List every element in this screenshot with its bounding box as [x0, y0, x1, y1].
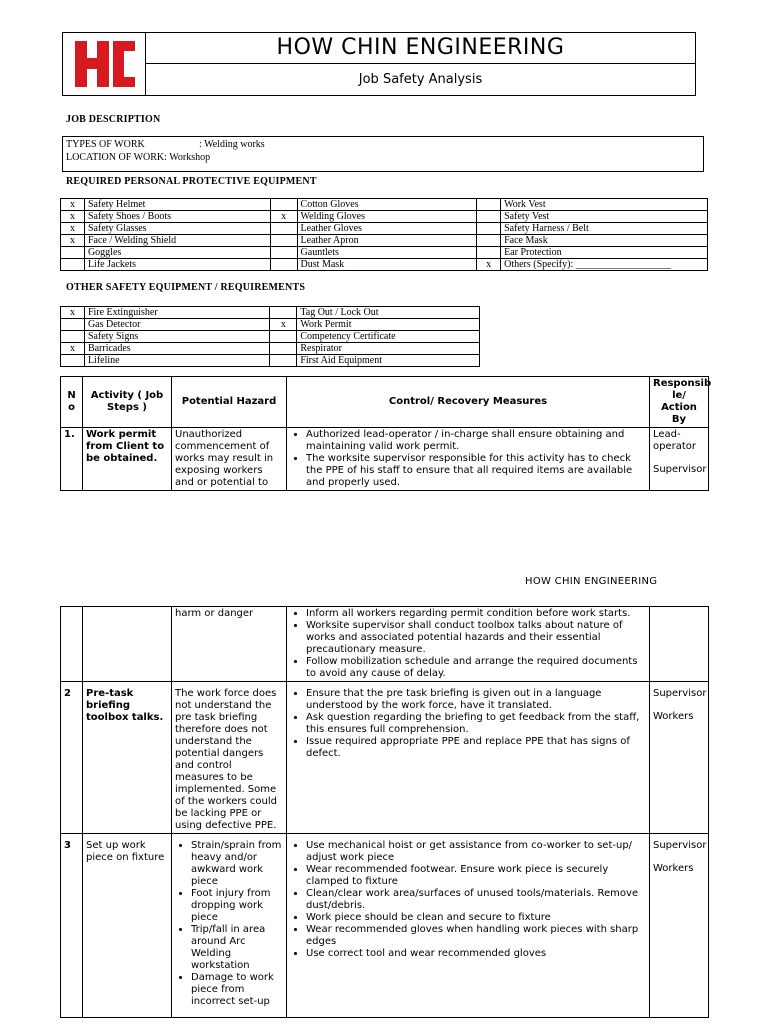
document-header [62, 32, 696, 96]
checklist-mark [477, 235, 501, 247]
responsible-item: Supervisor [653, 464, 707, 475]
step1-control-item: • The worksite supervisor responsible for this activity has to check the PPE of his staff to ensure that all required items are available and properly used. [306, 453, 646, 489]
responsible-item: Supervisor [653, 840, 707, 851]
checklist-mark [61, 355, 85, 367]
step1-responsible [650, 428, 709, 491]
jsa-table-page2 [60, 606, 709, 1018]
checklist-mark [270, 199, 297, 211]
step3-hazard-item: • Strain/sprain from heavy and/or awkward work piece [191, 840, 283, 888]
document-title: Job Safety Analysis [358, 72, 483, 87]
checklist-mark [477, 199, 501, 211]
checklist-mark: x [61, 211, 85, 223]
step3-control-item: • Clean/clear work area/surfaces of unused tools/materials. Remove dust/debris. [306, 888, 646, 912]
step2-controls [287, 682, 650, 834]
step1-cont-control-item: • Follow mobilization schedule and arrange the required documents to avoid any cause of delay. [306, 656, 646, 680]
step3-hazards [172, 834, 287, 1018]
jsa-step3-row [61, 834, 709, 1018]
logo-cell [63, 33, 146, 95]
jsa-step2-row [61, 682, 709, 834]
checklist-mark: x [270, 211, 297, 223]
jsa-table-page1 [60, 376, 712, 491]
checklist-mark: x [61, 199, 85, 211]
checklist-item: Lifeline [84, 355, 269, 367]
step1-no: 1. [61, 428, 83, 491]
checklist-item: Safety Glasses [84, 223, 270, 235]
checklist-row [61, 211, 708, 223]
step3-control-item: • Wear recommended gloves when handling work pieces with sharp edges [306, 924, 646, 948]
checklist-mark [270, 223, 297, 235]
checklist-mark [270, 259, 297, 271]
checklist-item: First Aid Equipment [297, 355, 480, 367]
checklist-item: Leather Gloves [297, 223, 477, 235]
step2-activity: Pre-task briefing toolbox talks. [83, 682, 172, 834]
other-equipment-table [60, 306, 480, 367]
responsible-item: Lead-operator [653, 429, 697, 452]
step3-responsible [650, 834, 709, 1018]
step3-activity: Set up work piece on fixture [83, 834, 172, 1018]
types-of-work-label: TYPES OF WORK [66, 139, 145, 150]
step2-hazard: The work force does not understand the pre task briefing therefore does not understand the potential dangers and control measures to be implemented. Some of the workers could be lacking PPE or using defective PPE. [172, 682, 287, 834]
checklist-item: Respirator [297, 343, 480, 355]
checklist-mark [270, 331, 297, 343]
checklist-mark [477, 211, 501, 223]
company-name: HOW CHIN ENGINEERING [146, 33, 695, 64]
step1-cont-hazard: harm or danger [172, 607, 287, 682]
job-description-box [62, 136, 704, 172]
checklist-mark: x [61, 343, 85, 355]
checklist-item: Fire Extinguisher [84, 307, 269, 319]
types-of-work-value: : Welding works [199, 139, 265, 150]
checklist-item: Welding Gloves [297, 211, 477, 223]
step1-activity: Work permit from Client to be obtained. [83, 428, 172, 491]
step2-control-item: • Ensure that the pre task briefing is given out in a language understood by the work force, have it translated. [306, 688, 646, 712]
location-label: LOCATION OF WORK: [66, 152, 167, 163]
step3-controls [287, 834, 650, 1018]
checklist-mark [270, 307, 297, 319]
checklist-mark [270, 235, 297, 247]
jsa-header-row [61, 377, 709, 428]
col-hazard: Potential Hazard [172, 377, 287, 428]
checklist-item: Competency Certificate [297, 331, 480, 343]
checklist-mark [61, 259, 85, 271]
other-equipment-title: OTHER SAFETY EQUIPMENT / REQUIREMENTS [66, 282, 306, 293]
checklist-mark [270, 355, 297, 367]
checklist-row [61, 259, 708, 271]
checklist-item: Ear Protection [501, 247, 708, 259]
step3-control-item: • Use mechanical hoist or get assistance from co-worker to set-up/ adjust work piece [306, 840, 646, 864]
step2-no: 2 [61, 682, 83, 834]
checklist-mark [270, 343, 297, 355]
checklist-item: Dust Mask [297, 259, 477, 271]
checklist-mark: x [270, 319, 297, 331]
step2-responsible [650, 682, 709, 834]
checklist-row [61, 247, 708, 259]
checklist-item: Safety Helmet [84, 199, 270, 211]
ppe-table [60, 198, 708, 271]
checklist-item: Safety Signs [84, 331, 269, 343]
checklist-row [61, 319, 480, 331]
step3-hazard-item: • Damage to work piece from incorrect set-up [191, 972, 283, 1008]
responsible-item: Supervisor [653, 688, 707, 699]
responsible-item: Workers [653, 863, 694, 874]
step3-hazard-item: • Foot injury from dropping work piece [191, 888, 283, 924]
step3-control-item: • Work piece should be clean and secure to fixture [306, 912, 646, 924]
page2-header: HOW CHIN ENGINEERING [525, 576, 658, 587]
checklist-mark [270, 247, 297, 259]
step2-control-item: • Ask question regarding the briefing to get feedback from the staff, this ensures full comprehension. [306, 712, 646, 736]
checklist-item: Gauntlets [297, 247, 477, 259]
checklist-mark: x [61, 235, 85, 247]
checklist-item: Cotton Gloves [297, 199, 477, 211]
checklist-mark [477, 223, 501, 235]
checklist-row [61, 331, 480, 343]
step1-cont-controls [287, 607, 650, 682]
col-no: N o [61, 377, 83, 428]
checklist-item: Barricades [84, 343, 269, 355]
step1-cont-control-item: • Inform all workers regarding permit condition before work starts. [306, 608, 646, 620]
checklist-item: Safety Shoes / Boots [84, 211, 270, 223]
checklist-mark: x [61, 223, 85, 235]
checklist-item: Leather Apron [297, 235, 477, 247]
location-row [66, 152, 210, 163]
checklist-item: Gas Detector [84, 319, 269, 331]
jsa-step1-cont-row [61, 607, 709, 682]
checklist-mark: x [477, 259, 501, 271]
col-activity: Activity ( Job Steps ) [83, 377, 172, 428]
checklist-item: Goggles [84, 247, 270, 259]
ppe-title: REQUIRED PERSONAL PROTECTIVE EQUIPMENT [66, 176, 317, 187]
checklist-item: Tag Out / Lock Out [297, 307, 480, 319]
types-of-work-row [66, 139, 265, 150]
checklist-row [61, 355, 480, 367]
checklist-row [61, 199, 708, 211]
jsa-step1-row [61, 428, 709, 491]
checklist-item: Work Vest [501, 199, 708, 211]
step3-control-item: • Wear recommended footwear. Ensure work piece is securely clamped to fixture [306, 864, 646, 888]
checklist-row [61, 343, 480, 355]
col-control: Control/ Recovery Measures [287, 377, 650, 428]
checklist-item: Safety Vest [501, 211, 708, 223]
checklist-row [61, 223, 708, 235]
step1-control-item: • Authorized lead-operator / in-charge shall ensure obtaining and maintaining valid work permit. [306, 429, 646, 453]
checklist-item: Others (Specify): ___________________ [501, 259, 708, 271]
step2-control-item: • Issue required appropriate PPE and replace PPE that has signs of defect. [306, 736, 646, 760]
company-logo [73, 39, 137, 89]
col-responsible: Responsib le/ Action By [650, 377, 709, 428]
checklist-mark [61, 331, 85, 343]
location-value: Workshop [169, 152, 211, 163]
checklist-row [61, 235, 708, 247]
checklist-row [61, 307, 480, 319]
checklist-mark [61, 319, 85, 331]
checklist-mark: x [61, 307, 85, 319]
checklist-mark [61, 247, 85, 259]
step1-controls [287, 428, 650, 491]
checklist-item: Work Permit [297, 319, 480, 331]
checklist-item: Face Mask [501, 235, 708, 247]
step1-cont-control-item: • Worksite supervisor shall conduct toolbox talks about nature of works and associated potential hazards and their essential precautionary measure. [306, 620, 646, 656]
step3-hazard-item: • Trip/fall in area around Arc Welding workstation [191, 924, 283, 972]
checklist-item: Safety Harness / Belt [501, 223, 708, 235]
checklist-item: Life Jackets [84, 259, 270, 271]
checklist-mark [477, 247, 501, 259]
step3-no: 3 [61, 834, 83, 1018]
job-description-title: JOB DESCRIPTION [66, 114, 161, 125]
step3-control-item: • Use correct tool and wear recommended gloves [306, 948, 646, 960]
responsible-item: Workers [653, 711, 694, 722]
checklist-item: Face / Welding Shield [84, 235, 270, 247]
step1-hazard: Unauthorized commencement of works may result in exposing workers and or potential to [172, 428, 287, 491]
